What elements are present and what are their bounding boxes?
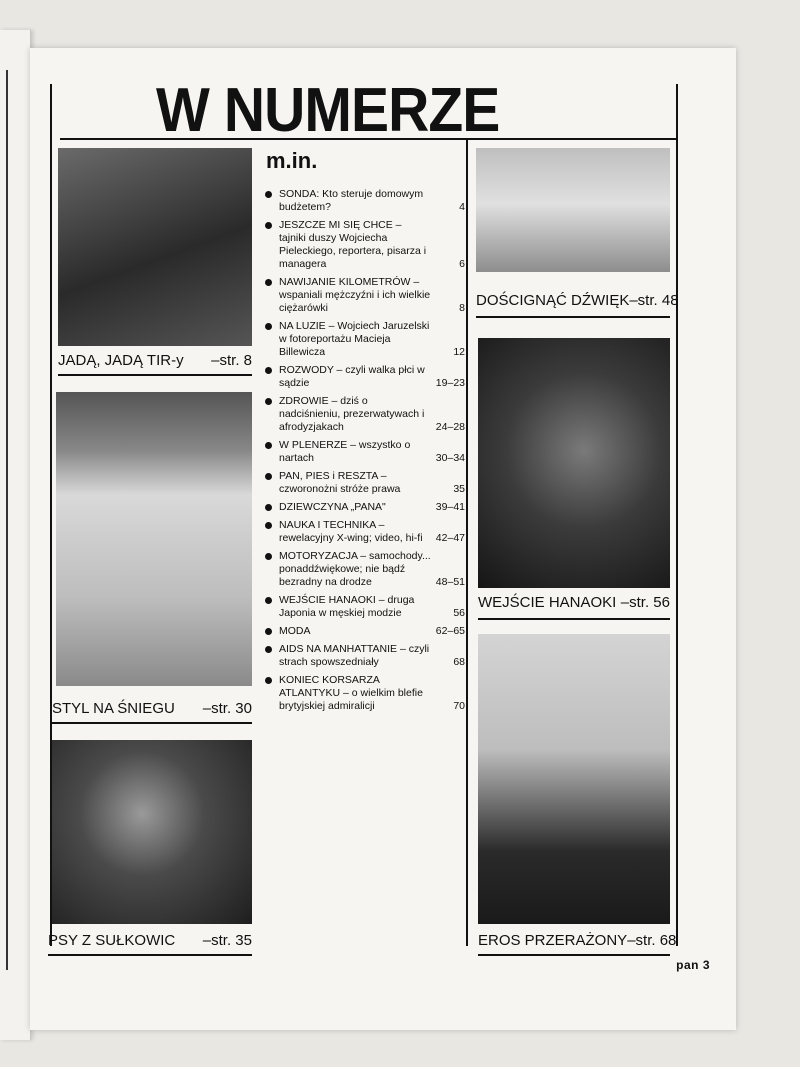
caption-hanaoki: [478, 594, 670, 611]
previous-page-edge: [0, 30, 31, 1040]
caption-snieg-title: STYL NA ŚNIEGU: [52, 700, 175, 717]
caption-snieg-rule: [52, 722, 252, 724]
bullet-icon: [265, 628, 272, 635]
caption-hanaoki-rule: [478, 618, 670, 620]
toc-entry: DZIEWCZYNA „PANA" 39–41: [265, 501, 465, 514]
toc-entry: AIDS NA MANHATTANIE – czyli strach spowszedniały 68: [265, 643, 465, 669]
caption-dzwiek-rule: [476, 316, 670, 318]
caption-snieg-page: –str. 30: [202, 700, 252, 717]
toc-entry: NA LUZIE – Wojciech Jaruzelski w fotoreportażu Macieja Billewicza 12: [265, 320, 465, 359]
toc-entry: ZDROWIE – dziś o nadciśnieniu, prezerwatywach i afrodyzjakach 24–28: [265, 395, 465, 434]
toc-entry: JESZCZE MI SIĘ CHCE – tajniki duszy Wojciecha Pieleckiego, reportera, pisarza i managera 6: [265, 219, 465, 271]
right-rule: [676, 84, 678, 946]
previous-page-rule: [6, 70, 8, 970]
bullet-icon: [265, 553, 272, 560]
toc-entry: ROZWODY – czyli walka płci w sądzie 19–23: [265, 364, 465, 390]
caption-dzwiek-page: –str. 48: [629, 292, 679, 309]
bullet-icon: [265, 677, 272, 684]
toc-entry: NAUKA I TECHNIKA – rewelacyjny X-wing; video, hi-fi 42–47: [265, 519, 465, 545]
caption-tir: [58, 352, 252, 369]
toc-entry: PAN, PIES i RESZTA – czworonożni stróże prawa 35: [265, 470, 465, 496]
photo-hanaoki-model: [478, 338, 670, 588]
toc-entry: MODA 62–65: [265, 625, 465, 638]
toc-entry: KONIEC KORSARZA ATLANTYKU – o wielkim blefie brytyjskiej admiralicji 70: [265, 674, 465, 713]
toc-entry: WEJŚCIE HANAOKI – druga Japonia w męskiej modzie 56: [265, 594, 465, 620]
bullet-icon: [265, 367, 272, 374]
page-number-footer: pan 3: [676, 958, 710, 972]
photo-rocket-car: [476, 148, 670, 272]
photo-truck-drivers: [58, 148, 252, 346]
caption-dzwiek: [476, 292, 679, 309]
bullet-icon: [265, 473, 272, 480]
bullet-icon: [265, 279, 272, 286]
photo-skier: [56, 392, 252, 686]
bullet-icon: [265, 504, 272, 511]
caption-eros-rule: [478, 954, 670, 956]
photo-eros: [478, 634, 670, 924]
toc-entry: W PLENERZE – wszystko o nartach 30–34: [265, 439, 465, 465]
magazine-page: [30, 48, 736, 1030]
bullet-icon: [265, 646, 272, 653]
caption-eros-title: EROS PRZERAŻONY: [478, 932, 628, 949]
caption-tir-title: JADĄ, JADĄ TIR-y: [58, 352, 184, 369]
bullet-icon: [265, 597, 272, 604]
toc-entry: NAWIJANIE KILOMETRÓW – wspaniali mężczyźni i ich wielkie ciężarówki 8: [265, 276, 465, 315]
caption-hanaoki-page: –str. 56: [620, 594, 670, 611]
bullet-icon: [265, 191, 272, 198]
caption-tir-page: –str. 8: [211, 352, 252, 369]
bullet-icon: [265, 522, 272, 529]
page-title: W NUMERZE: [156, 76, 500, 145]
caption-eros: [478, 932, 677, 949]
page-subtitle: m.in.: [266, 148, 318, 173]
bullet-icon: [265, 222, 272, 229]
bullet-icon: [265, 442, 272, 449]
caption-dzwiek-title: DOŚCIGNĄĆ DŹWIĘK: [476, 292, 630, 309]
caption-psy-rule: [48, 954, 252, 956]
bullet-icon: [265, 323, 272, 330]
caption-psy-page: –str. 35: [202, 932, 252, 949]
caption-psy: [48, 932, 252, 949]
photo-dog: [52, 740, 252, 924]
caption-psy-title: PSY Z SUŁKOWIC: [48, 932, 176, 949]
table-of-contents: [265, 188, 465, 718]
caption-tir-rule: [58, 374, 252, 376]
caption-hanaoki-title: WEJŚCIE HANAOKI: [478, 594, 617, 611]
toc-entry: SONDA: Kto steruje domowym budżetem? 4: [265, 188, 465, 214]
toc-entry: MOTORYZACJA – samochody... ponaddźwiękowe; nie bądź bezradny na drodze 48–51: [265, 550, 465, 589]
caption-eros-page: –str. 68: [627, 932, 677, 949]
caption-snieg: [52, 700, 252, 717]
bullet-icon: [265, 398, 272, 405]
middle-rule: [466, 138, 468, 946]
